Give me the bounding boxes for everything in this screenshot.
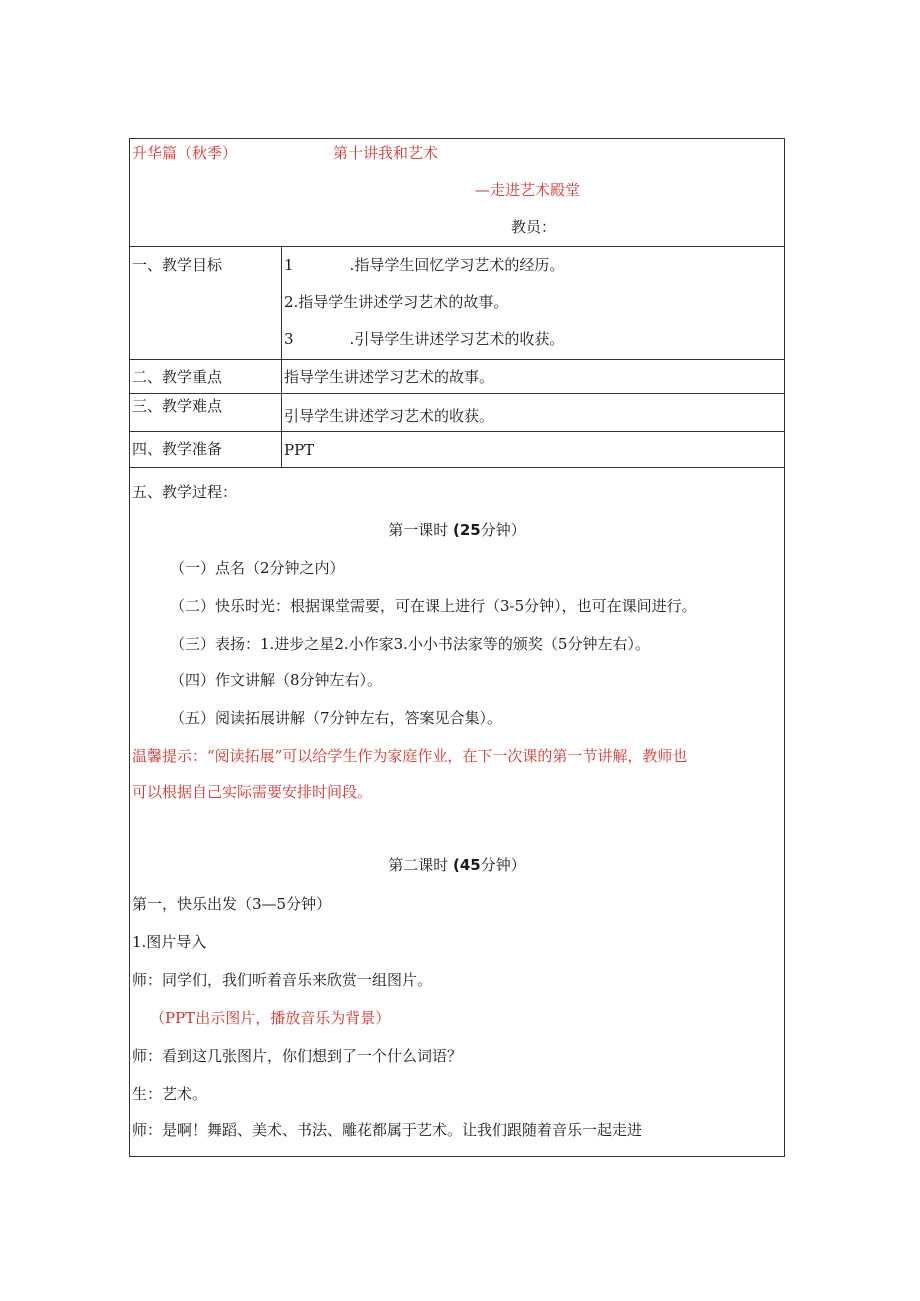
step-item: （五）阅读拓展讲解（7分钟左右，答案见合集）。	[170, 709, 503, 727]
dialogue-line: 师：是啊！舞蹈、美术、书法、雕花都属于艺术。让我们跟随着音乐一起走进	[132, 1121, 643, 1139]
difficulty-content: 引导学生讲述学习艺术的收获。	[284, 407, 495, 425]
header-row	[130, 139, 784, 247]
focus-label: 二、教学重点	[130, 360, 282, 393]
step-item: （四）作文讲解（8分钟左右）。	[170, 671, 383, 689]
lesson1-title: 第一课时 (25分钟）	[388, 521, 526, 539]
focus-content: 指导学生讲述学习艺术的故事。	[284, 368, 495, 386]
goal-item: 3 .引导学生讲述学习艺术的收获。	[284, 330, 565, 348]
tip-line: 温馨提示：“阅读拓展”可以给学生作为家庭作业，在下一次课的第一节讲解，教师也	[132, 747, 688, 765]
process-section	[130, 468, 784, 1156]
dialogue-line: 生：艺术。	[132, 1085, 208, 1103]
dialogue-line: 师：看到这几张图片，你们想到了一个什么词语？	[132, 1047, 463, 1065]
step-item: （三）表扬：1.进步之星2.小作家3.小小书法家等的颁奖（5分钟左右）。	[170, 635, 650, 653]
goals-row	[130, 247, 784, 360]
lesson-plan-table	[129, 138, 785, 1157]
step-item: （二）快乐时光：根据课堂需要，可在课上进行（3-5分钟），也可在课间进行。	[170, 597, 697, 615]
dialogue-line: 师：同学们，我们听着音乐来欣赏一组图片。	[132, 971, 433, 989]
preparation-content: PPT	[284, 441, 315, 459]
teacher-label: 教员：	[511, 218, 557, 236]
lecture-subtitle: —走进艺术殿堂	[475, 181, 581, 199]
step-item: （一）点名（2分钟之内）	[170, 559, 345, 577]
lesson2-title: 第二课时 (45分钟）	[388, 856, 526, 874]
focus-row	[130, 360, 784, 394]
series-title: 升华篇（秋季）	[132, 144, 238, 162]
difficulty-label: 三、教学难点	[130, 394, 282, 431]
item-heading: 1.图片导入	[132, 933, 207, 951]
preparation-label: 四、教学准备	[130, 432, 282, 467]
preparation-row	[130, 432, 784, 468]
difficulty-row	[130, 394, 784, 432]
process-label: 五、教学过程：	[132, 483, 238, 501]
goals-content	[282, 247, 784, 359]
stage-direction: （PPT出示图片，播放音乐为背景）	[150, 1009, 391, 1027]
lecture-title: 第十讲我和艺术	[333, 144, 439, 162]
goals-label: 一、教学目标	[130, 247, 282, 359]
tip-line: 可以根据自己实际需要安排时间段。	[132, 783, 373, 801]
goal-item: 2.指导学生讲述学习艺术的故事。	[284, 293, 509, 311]
goal-item: 1 .指导学生回忆学习艺术的经历。	[284, 256, 565, 274]
part-heading: 第一，快乐出发（3—5分钟）	[132, 895, 332, 913]
